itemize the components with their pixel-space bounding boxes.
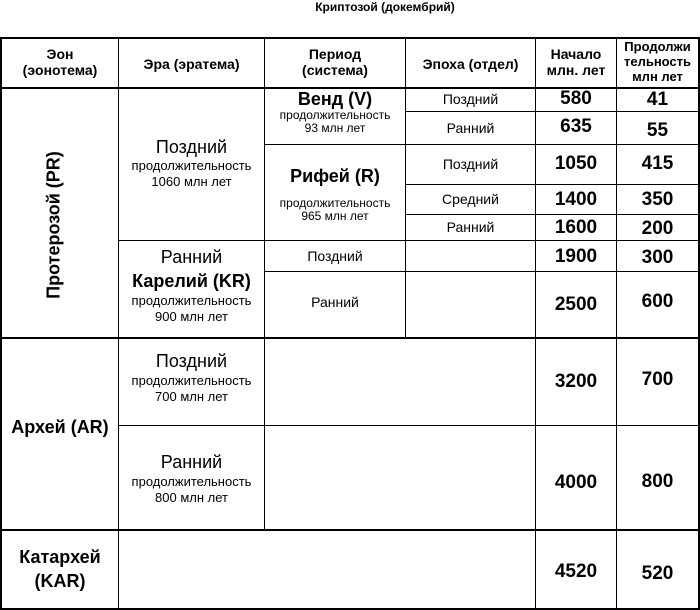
duration-value: 300 <box>641 247 674 268</box>
start-value: 1900 <box>554 246 598 267</box>
eon-archean: Архей (AR) <box>11 417 109 437</box>
table-border-top <box>0 37 700 39</box>
era-early-proterozoic: Ранний Карелий (KR) продолжительность 900 млн лет <box>131 247 252 324</box>
epoch-riphean-middle: Средний <box>442 191 499 207</box>
header-duration: Продолжи тельность млн лет <box>623 39 692 84</box>
period-vend: Венд (V) продолжительность 93 млн лет <box>279 89 391 135</box>
start-value: 3200 <box>554 371 598 392</box>
duration-value: 200 <box>641 218 674 239</box>
header-start: Начало млн. лет <box>546 46 606 78</box>
duration-value: 41 <box>646 89 669 110</box>
duration-value: 55 <box>646 120 669 141</box>
header-period: Период (система) <box>302 46 368 78</box>
eon-proterozoic: Протерозой (PR) <box>43 151 64 299</box>
period-karelian-early: Ранний <box>311 294 359 310</box>
duration-value: 700 <box>641 369 674 390</box>
header-eon: Эон (эонотема) <box>22 46 98 78</box>
page-title: Криптозой (докембрий) <box>315 0 455 14</box>
duration-value: 520 <box>641 563 674 584</box>
start-value: 1400 <box>554 189 598 210</box>
era-early-archean: Ранний продолжительность 800 млн лет <box>131 452 252 505</box>
start-value: 4000 <box>554 472 598 493</box>
epoch-riphean-late: Поздний <box>442 156 499 172</box>
era-late-archean: Поздний продолжительность 700 млн лет <box>131 351 252 404</box>
epoch-vend-late: Поздний <box>442 91 499 107</box>
period-riphean: Рифей (R) продолжительность 965 млн лет <box>279 166 391 223</box>
duration-value: 800 <box>641 471 674 492</box>
start-value: 4520 <box>554 561 598 582</box>
start-value: 2500 <box>554 294 598 315</box>
epoch-vend-early: Ранний <box>446 120 495 136</box>
header-epoch: Эпоха (отдел) <box>422 56 519 72</box>
era-late-proterozoic: Поздний продолжительность 1060 млн лет <box>131 137 252 189</box>
start-value: 635 <box>560 116 592 137</box>
period-karelian-late: Поздний <box>307 248 363 264</box>
eon-katarchean: Катархей (KAR) <box>19 547 101 591</box>
start-value: 1050 <box>554 153 598 174</box>
duration-value: 350 <box>641 189 674 210</box>
duration-value: 600 <box>641 291 674 312</box>
epoch-riphean-early: Ранний <box>446 219 495 235</box>
duration-value: 415 <box>641 153 674 174</box>
start-value: 580 <box>560 88 592 109</box>
start-value: 1600 <box>554 217 598 238</box>
header-era: Эра (эратема) <box>143 56 240 72</box>
